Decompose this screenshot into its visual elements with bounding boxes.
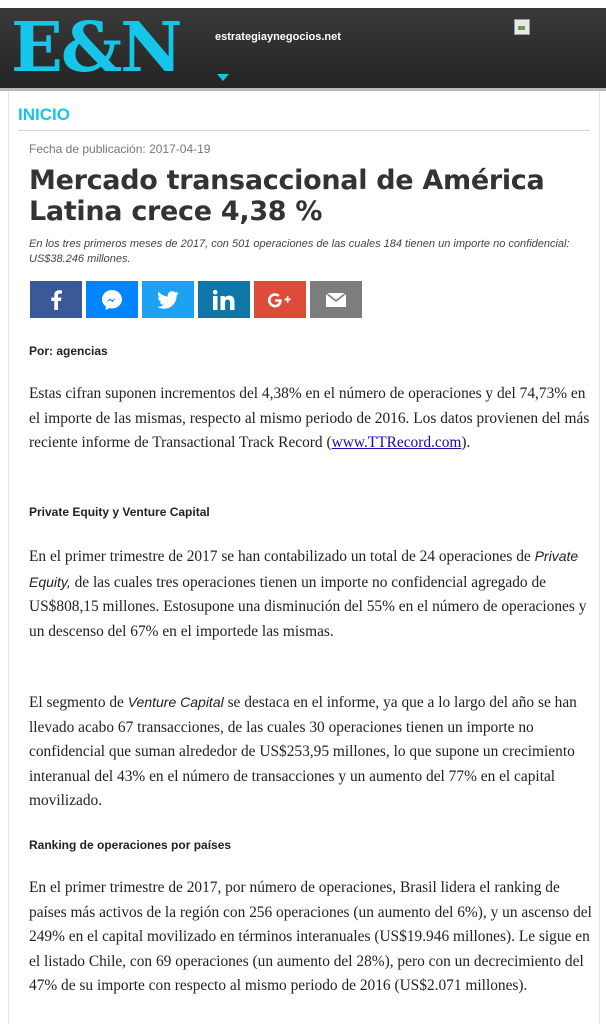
linkedin-icon	[213, 290, 235, 310]
section-heading-ranking: Ranking de operaciones por países	[29, 838, 232, 852]
paragraph-text: se destaca en el informe, ya que a lo largo del año se han llevado acabo 67 transacciones, de las cuales 30 operaciones tienen un importe no confidencial que suman alrededor de US$253,95 millones, lo que supone un crecimiento interanual del 43% en el número de transacciones y un aumento del 77% en el capital movilizado.	[29, 694, 577, 809]
emphasis-text: Private Equity,	[29, 548, 579, 590]
site-domain[interactable]: estrategiaynegocios.net	[215, 31, 341, 43]
share-googleplus-button[interactable]	[254, 281, 306, 318]
paragraph-text: En el primer trimestre de 2017 se han contabilizado un total de 24 operaciones de	[29, 548, 535, 565]
nav-divider	[18, 130, 590, 131]
share-linkedin-button[interactable]	[198, 281, 250, 318]
top-strip	[0, 0, 606, 8]
section-heading-private-equity: Private Equity y Venture Capital	[29, 505, 210, 519]
google-plus-icon	[267, 292, 293, 308]
article-headline: Mercado transaccional de América Latina crece 4,38 %	[29, 165, 545, 227]
article-byline: Por: agencias	[29, 344, 108, 358]
article-paragraph-3	[29, 690, 594, 814]
publication-date: Fecha de publicación: 2017-04-19	[29, 142, 211, 156]
paragraph-text: de las cuales tres operaciones tienen un importe no confidencial agregado de US$808,15 millones. Estosupone una disminución del 55% en el número de operaciones y un descenso del 67% en el importede las mismas.	[29, 573, 587, 640]
site-header	[0, 8, 606, 90]
ttrecord-link[interactable]: www.TTRecord.com	[331, 434, 462, 451]
site-logo[interactable]: E&N	[11, 8, 181, 88]
share-twitter-button[interactable]	[142, 281, 194, 318]
emphasis-text: Venture Capital	[127, 694, 224, 710]
article-paragraph-4: En el primer trimestre de 2017, por número de operaciones, Brasil lidera el ranking de países más activos de la región con 256 operaciones (un aumento del 6%), y un ascenso del 249% en el capital movilizado en términos interanuales (US$19.946 millones). Le sigue en el listado Chile, con 69 operaciones (un aumento del 28%), pero con un decrecimiento del 47% de su importe con respecto al mismo periodo de 2016 (US$2.071 millones).	[29, 879, 592, 994]
email-icon	[325, 292, 347, 308]
paragraph-text: El segmento de	[29, 694, 128, 711]
paragraph-text: Estas cifran suponen incrementos del 4,38% en el número de operaciones y del 74,73% en el importe de las mismas, respecto al mismo periodo de 2016. Los datos provienen del más reciente informe de Transactional Track Record (	[29, 385, 590, 451]
article-paragraph-2	[29, 544, 594, 644]
twitter-icon	[157, 291, 179, 309]
broken-image-icon	[514, 19, 530, 35]
share-facebook-button[interactable]	[30, 281, 82, 318]
breadcrumb-inicio[interactable]: INICIO	[18, 105, 70, 124]
menu-caret-icon[interactable]	[217, 74, 229, 81]
paragraph-text: ).	[461, 434, 471, 451]
share-messenger-button[interactable]	[86, 281, 138, 318]
article-paragraph-1	[29, 382, 594, 456]
article-lead: En los tres primeros meses de 2017, con 501 operaciones de las cuales 184 tienen un importe no confidencial: US$38.246 millones.	[29, 238, 570, 265]
facebook-icon	[49, 290, 63, 310]
share-email-button[interactable]	[310, 281, 362, 318]
messenger-icon	[101, 289, 123, 311]
